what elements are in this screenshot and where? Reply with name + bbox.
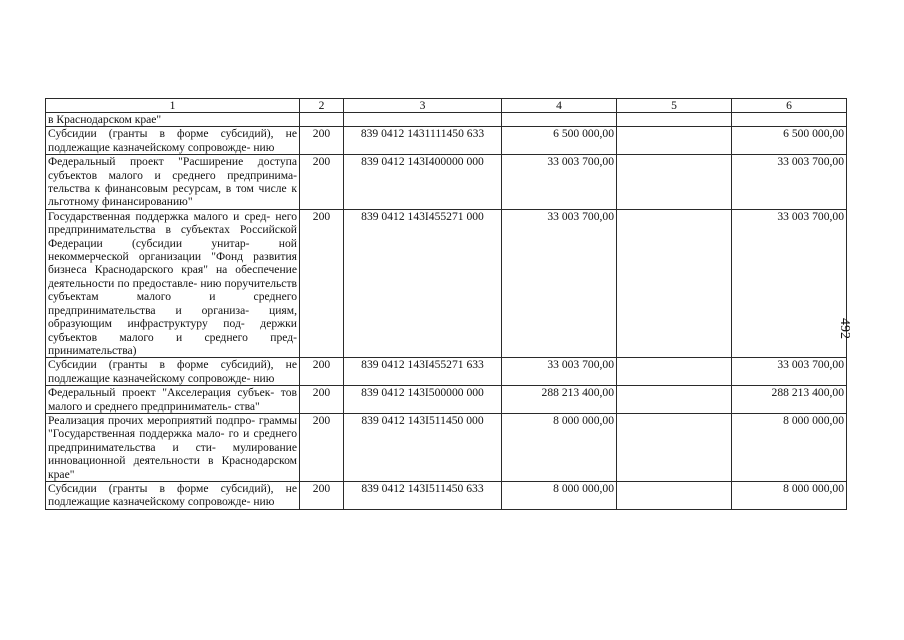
row-code: 839 0412 143I511450 633 (344, 481, 502, 509)
row-name: Федеральный проект "Расширение доступа субъектов малого и среднего предпринима- тельства к финансовым ресурсам, в том числе к льготному финансированию" (46, 155, 300, 210)
row-col5 (617, 386, 732, 414)
row-amount: 33 003 700,00 (502, 358, 617, 386)
table-row (46, 209, 847, 357)
row-amount-total: 6 500 000,00 (732, 127, 847, 155)
row-name: Субсидии (гранты в форме субсидий), не подлежащие казначейскому сопровожде- нию (46, 127, 300, 155)
row-name: Государственная поддержка малого и сред- него предпринимательства в субъектах Российской Федерации (субсидии унитар- ной некоммерческой организации "Фонд развития бизнеса Краснодарского края" на обеспечение деятельности по предоставле- нию поручительств субъектам малого и среднего предпринимательства и организа- циям, образующим инфраструктуру под- держки субъектов малого и среднего пред- принимательства) (46, 209, 300, 357)
row-group: 200 (300, 209, 344, 357)
table-row (46, 155, 847, 210)
column-header-2: 2 (300, 99, 344, 113)
row-code: 839 0412 143I455271 633 (344, 358, 502, 386)
column-header-6: 6 (732, 99, 847, 113)
row-amount (502, 113, 617, 127)
table-row (46, 481, 847, 509)
row-amount: 8 000 000,00 (502, 413, 617, 481)
row-amount-total (732, 113, 847, 127)
column-header-3: 3 (344, 99, 502, 113)
row-col5 (617, 127, 732, 155)
row-col5 (617, 481, 732, 509)
row-amount-total: 33 003 700,00 (732, 155, 847, 210)
row-code: 839 0412 143I400000 000 (344, 155, 502, 210)
row-code (344, 113, 502, 127)
row-code: 839 0412 143I511450 000 (344, 413, 502, 481)
row-amount-total: 33 003 700,00 (732, 209, 847, 357)
row-amount-total: 8 000 000,00 (732, 413, 847, 481)
row-name: Субсидии (гранты в форме субсидий), не подлежащие казначейскому сопровожде- нию (46, 358, 300, 386)
row-group: 200 (300, 413, 344, 481)
row-amount: 288 213 400,00 (502, 386, 617, 414)
table-row (46, 386, 847, 414)
row-group: 200 (300, 127, 344, 155)
table-header-row (46, 99, 847, 113)
row-group: 200 (300, 155, 344, 210)
row-code: 839 0412 143I500000 000 (344, 386, 502, 414)
row-col5 (617, 209, 732, 357)
row-amount-total: 288 213 400,00 (732, 386, 847, 414)
row-amount: 33 003 700,00 (502, 209, 617, 357)
row-name: Субсидии (гранты в форме субсидий), не подлежащие казначейскому сопровожде- нию (46, 481, 300, 509)
row-name: Реализация прочих мероприятий подпро- граммы "Государственная поддержка мало- го и среднего предпринимательства и сти- мулирование инновационной деятельности в Краснодарском крае" (46, 413, 300, 481)
row-name: Федеральный проект "Акселерация субъек- тов малого и среднего предприниматель- ства" (46, 386, 300, 414)
row-col5 (617, 358, 732, 386)
column-header-4: 4 (502, 99, 617, 113)
column-header-5: 5 (617, 99, 732, 113)
row-amount: 6 500 000,00 (502, 127, 617, 155)
row-amount: 8 000 000,00 (502, 481, 617, 509)
row-amount-total: 8 000 000,00 (732, 481, 847, 509)
table-row (46, 413, 847, 481)
row-name: в Краснодарском крае" (46, 113, 300, 127)
table-row (46, 358, 847, 386)
row-group: 200 (300, 386, 344, 414)
row-group: 200 (300, 358, 344, 386)
row-code: 839 0412 143I455271 000 (344, 209, 502, 357)
row-col5 (617, 113, 732, 127)
row-code: 839 0412 1431111450 633 (344, 127, 502, 155)
row-group (300, 113, 344, 127)
column-header-1: 1 (46, 99, 300, 113)
table-row (46, 113, 847, 127)
row-col5 (617, 413, 732, 481)
table-row (46, 127, 847, 155)
budget-table (45, 98, 847, 510)
row-group: 200 (300, 481, 344, 509)
row-amount: 33 003 700,00 (502, 155, 617, 210)
row-col5 (617, 155, 732, 210)
row-amount-total: 33 003 700,00 (732, 358, 847, 386)
page-number: 492 (837, 318, 852, 339)
